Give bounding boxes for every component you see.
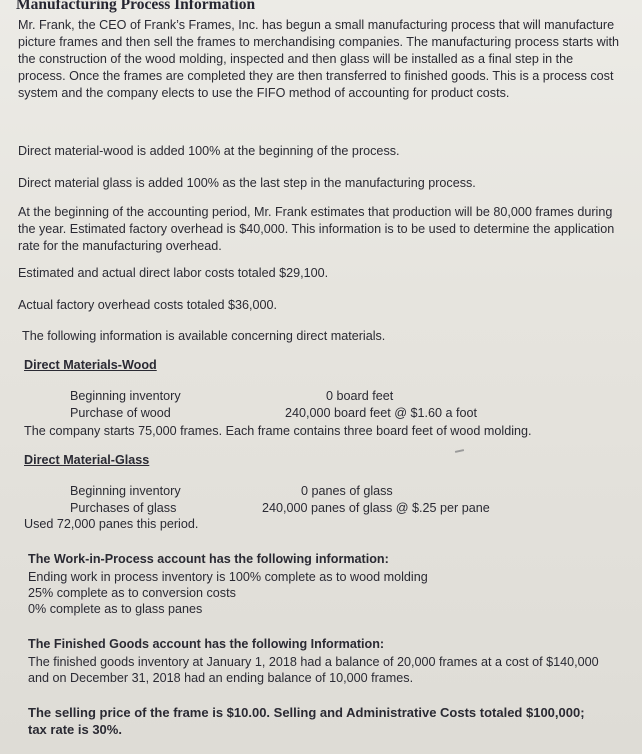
- wip-line: 0% complete as to glass panes: [28, 602, 203, 616]
- wood-note: The company starts 75,000 frames. Each frame contains three board feet of wood molding.: [24, 424, 532, 438]
- selling-line: tax rate is 30%.: [28, 722, 122, 737]
- glass-note: Used 72,000 panes this period.: [24, 517, 199, 531]
- labor-costs: Estimated and actual direct labor costs totaled $29,100.: [18, 266, 329, 280]
- wood-row-label: Purchase of wood: [70, 406, 171, 420]
- glass-heading: Direct Material-Glass: [24, 453, 150, 467]
- actual-overhead: Actual factory overhead costs totaled $36,000.: [18, 298, 278, 312]
- document-title: Manufacturing Process Information: [16, 0, 256, 13]
- wip-line: Ending work in process inventory is 100% complete as to wood molding: [28, 570, 428, 584]
- fg-heading: The Finished Goods account has the following Information:: [28, 637, 385, 651]
- glass-row-value: 240,000 panes of glass @ $.25 per pane: [262, 501, 490, 515]
- intro-paragraph: Mr. Frank, the CEO of Frank’s Frames, Inc. has begun a small manufacturing process that will manufacture picture frames and then sell the frames to merchandising companies. The manufacturing process starts with the construction of the wood molding, inspected and then glass will be installed as a final step in the process. Once the frames are completed they are then transferred to finished goods. This is a process cost system and the company elects to use the FIFO method of accounting for product costs.: [18, 18, 620, 100]
- wood-row-value: 240,000 board feet @ $1.60 a foot: [285, 406, 478, 420]
- wip-heading: The Work-in-Process account has the following information:: [28, 552, 389, 566]
- glass-row-value: 0 panes of glass: [301, 484, 393, 498]
- overhead-estimate-paragraph: At the beginning of the accounting period, Mr. Frank estimates that production will be 80,000 frames during the year. Estimated factory overhead is $40,000. This information is to be used to determine the application rate for the manufacturing overhead.: [18, 205, 615, 253]
- dm-intro: The following information is available concerning direct materials.: [22, 329, 386, 343]
- glass-row-label: Beginning inventory: [70, 484, 181, 498]
- stray-mark: [455, 449, 464, 453]
- glass-row-label: Purchases of glass: [70, 501, 177, 515]
- dm-glass-note: Direct material glass is added 100% as the last step in the manufacturing process.: [18, 176, 476, 190]
- selling-line: The selling price of the frame is $10.00. Selling and Administrative Costs totaled $100,000;: [28, 705, 585, 720]
- wood-row-value: 0 board feet: [326, 389, 394, 403]
- wip-line: 25% complete as to conversion costs: [28, 586, 236, 600]
- wood-row-label: Beginning inventory: [70, 389, 181, 403]
- wood-heading: Direct Materials-Wood: [24, 358, 157, 372]
- fg-line: and on December 31, 2018 had an ending balance of 10,000 frames.: [28, 671, 414, 685]
- fg-line: The finished goods inventory at January 1, 2018 had a balance of 20,000 frames at a cost of $140,000: [28, 655, 599, 669]
- dm-wood-note: Direct material-wood is added 100% at the beginning of the process.: [18, 144, 400, 158]
